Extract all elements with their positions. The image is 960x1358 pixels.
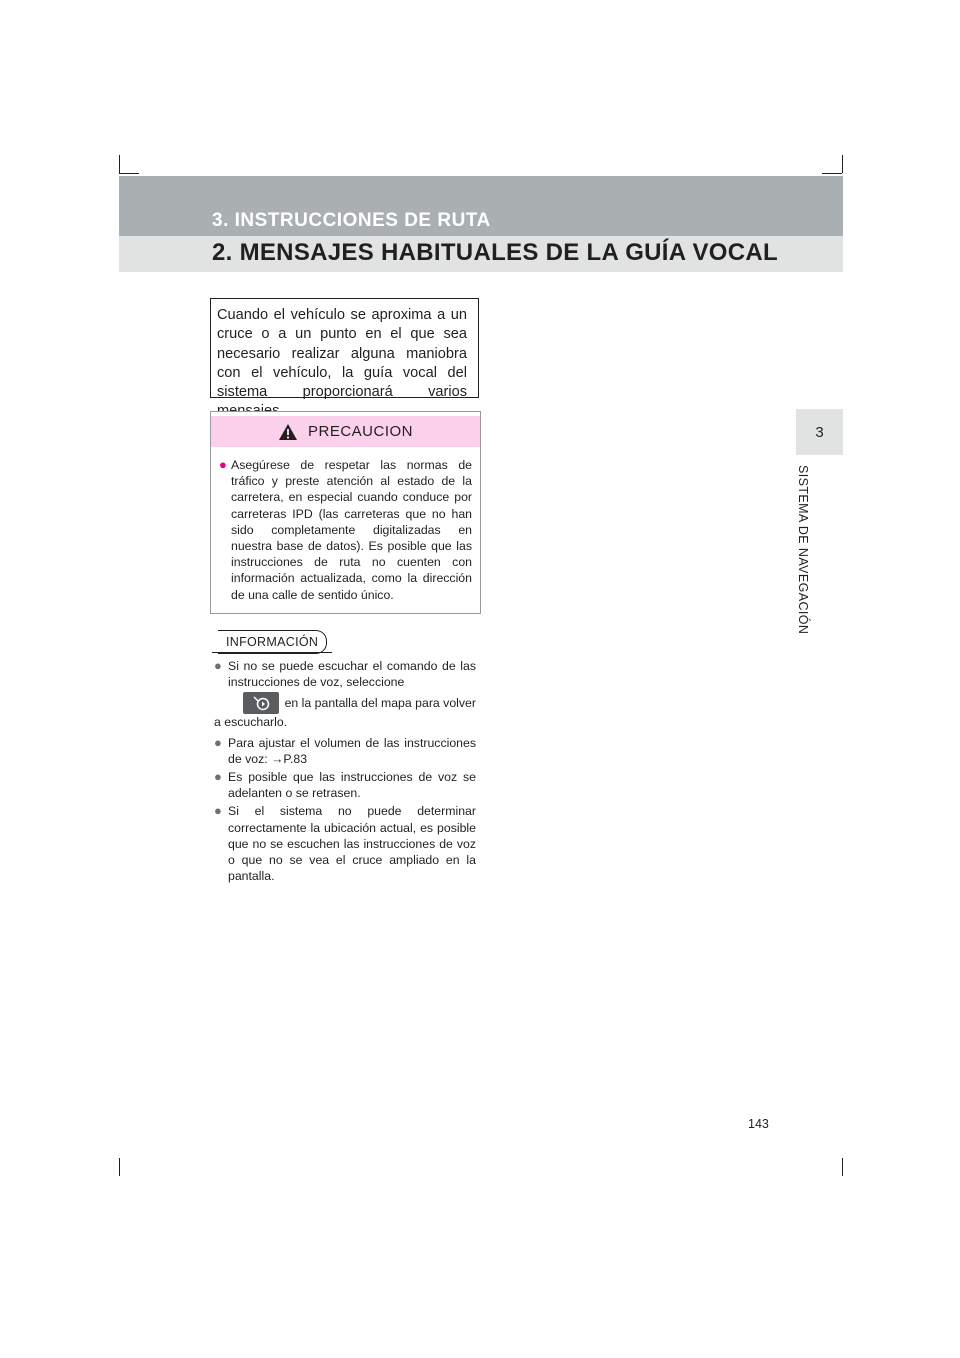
chapter-label: SISTEMA DE NAVEGACIÓN	[796, 465, 810, 635]
crop-mark	[822, 173, 842, 174]
crop-mark	[119, 1158, 120, 1176]
bullet-icon: ●	[214, 769, 222, 785]
caution-title: PRECAUCION	[307, 423, 413, 440]
info-divider	[212, 652, 332, 653]
crop-mark	[842, 1158, 843, 1176]
list-item	[214, 803, 476, 884]
chapter-number: 3	[815, 423, 824, 441]
info-text: Si el sistema no puede determinar correctamente la ubicación actual, es posible que no se escuchen las instrucciones de voz o que no se vea el cruce ampliado en la pantalla.	[228, 804, 476, 884]
crop-mark	[119, 155, 120, 173]
list-item	[214, 735, 476, 767]
info-text: en la pantalla del mapa para volver	[284, 696, 476, 711]
caution-body	[211, 447, 480, 603]
page-reference-link[interactable]: →P.83	[271, 751, 308, 766]
info-list	[214, 658, 476, 886]
info-text: Si no se puede escuchar el comando de las instrucciones de voz, seleccione	[228, 659, 476, 690]
section-title: 3. INSTRUCCIONES DE RUTA	[212, 210, 491, 231]
page-title: 2. MENSAJES HABITUALES DE LA GUÍA VOCAL	[212, 239, 778, 266]
list-item	[214, 658, 476, 714]
list-item	[214, 769, 476, 801]
bullet-icon: ●	[219, 457, 227, 472]
chapter-tab	[796, 409, 843, 455]
crop-mark	[842, 155, 843, 173]
info-text: a escucharlo.	[214, 715, 288, 730]
caution-box	[210, 411, 481, 614]
info-text: Para ajustar el volumen de las instrucciones de voz:	[228, 735, 476, 766]
info-text: Es posible que las instrucciones de voz se adelanten o se retrasen.	[228, 770, 476, 801]
intro-box: Cuando el vehículo se aproxima a un cruce o a un punto en el que sea necesario realizar alguna maniobra con el vehículo, la guía vocal del sistema proporcionará varios	[210, 298, 479, 398]
bullet-icon: ●	[214, 658, 222, 673]
caution-header	[211, 416, 480, 447]
voice-guidance-button-icon	[243, 692, 279, 714]
bullet-icon: ●	[214, 803, 222, 819]
crop-mark	[119, 173, 139, 174]
page-number: 143	[748, 1117, 769, 1131]
caution-text: Asegúrese de respetar las normas de tráfico y preste atención al estado de la carretera, en especial cuando conduce por carreteras IPD (las carreteras que no han sido completamente digitalizadas en nuestra base de datos). Es posible que las instrucciones de ruta no cuenten con información actualizada, como la dirección de una calle de sentido único.	[231, 458, 472, 602]
warning-triangle-icon	[278, 423, 298, 441]
bullet-icon: ●	[214, 734, 222, 750]
info-label: INFORMACIÓN	[218, 630, 327, 654]
